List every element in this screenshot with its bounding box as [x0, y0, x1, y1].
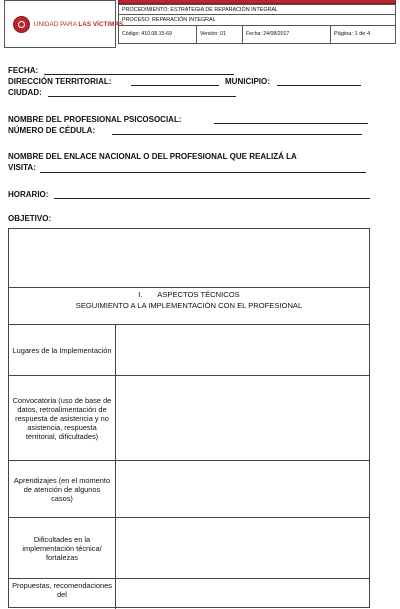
enlace-label: NOMBRE DEL ENLACE NACIONAL O DEL PROFESIONAL QUE REALIZÁ LA: [8, 152, 297, 161]
date-label: Fecha: 24/08/2017: [243, 26, 331, 43]
implementation-table: [8, 228, 370, 608]
seal-icon: [13, 16, 30, 33]
row-label-lugares: Lugares de la Implementación: [12, 345, 112, 355]
visita-label: VISITA:: [8, 163, 36, 172]
ciudad-label: CIUDAD:: [8, 88, 42, 97]
horario-label: HORARIO:: [8, 190, 49, 199]
process-label: PROCESO: REPARACIÓN INTEGRAL: [118, 15, 396, 26]
visita-line[interactable]: [40, 172, 366, 173]
header-info: [118, 0, 396, 48]
logo: [4, 0, 124, 48]
column-divider: [115, 324, 116, 609]
section-title: ASPECTOS TÉCNICOS: [157, 290, 240, 299]
row-label-dificultades: Dificultades en la implementación técnica/ fortalezas: [22, 534, 102, 562]
objetivo-label: OBJETIVO:: [8, 214, 52, 223]
page-label: Página: 1 de 4: [334, 31, 371, 37]
municipio-label: MUNICIPIO:: [225, 77, 270, 86]
section-number: I.: [138, 290, 143, 299]
row-label-propuestas: Propuestas, recomendaciones del: [12, 581, 112, 599]
cedula-line[interactable]: [112, 134, 362, 135]
municipio-line[interactable]: [277, 85, 361, 86]
code-label: Código: 410.08.15-69: [119, 26, 197, 43]
profesional-label: NOMBRE DEL PROFESIONAL PSICOSOCIAL:: [8, 115, 182, 124]
ciudad-line[interactable]: [48, 96, 236, 97]
row-label-aprendizajes: Aprendizajes (en el momento de atención de algunos casos): [13, 475, 111, 503]
procedure-label: PROCEDIMIENTO: ESTRATEGIA DE REPARACIÓN INTEGRAL: [118, 4, 396, 15]
horario-line[interactable]: [54, 198, 370, 199]
row-label-convocatoria: Convocatoria (uso de base de datos, retroalimentación de respuesta de asistencia y no asistencia, respuesta territorial, dificultades): [12, 395, 112, 441]
section-heading: [9, 289, 369, 300]
version-label: Versión: 01: [197, 26, 243, 43]
document-header: [4, 0, 396, 55]
header-meta-row: [118, 26, 396, 44]
profesional-line[interactable]: [214, 123, 368, 124]
cedula-label: NÚMERO DE CÉDULA:: [8, 126, 96, 135]
table-divider: [9, 578, 369, 579]
direccion-label: DIRECCIÓN TERRITORIAL:: [8, 77, 112, 86]
logo-text: UNIDAD PARA LAS VÍCTIMAS: [34, 20, 124, 28]
direccion-line[interactable]: [131, 85, 219, 86]
section-subtitle: SEGUIMIENTO A LA IMPLEMENTACIÓN CON EL PROFESIONAL: [75, 301, 303, 310]
fecha-label: FECHA:: [8, 66, 39, 75]
fecha-line[interactable]: [44, 74, 234, 75]
table-divider: [9, 287, 369, 288]
